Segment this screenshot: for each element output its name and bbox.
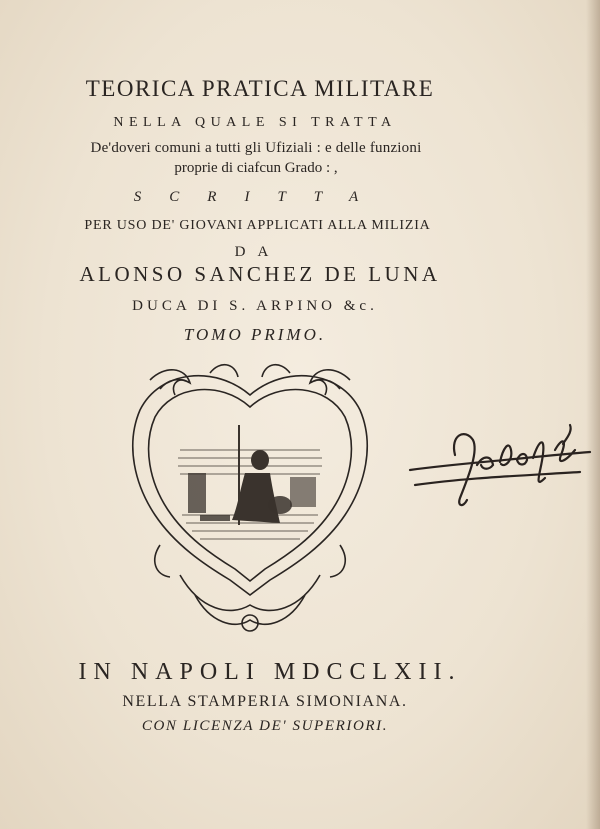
author-name: ALONSO SANCHEZ DE LUNA — [79, 262, 441, 286]
scritta-line: SCRITTA — [133, 189, 387, 205]
volume-label: TOMO PRIMO. — [183, 325, 327, 344]
imprint-printer: NELLA STAMPERIA SIMONIANA. — [122, 693, 408, 710]
imprint-license: CON LICENZA DE' SUPERIORI. — [141, 718, 389, 734]
description-line-2: proprie di ciafcun Grado : , — [174, 160, 338, 176]
book-title: TEORICA PRATICA MILITARE — [85, 76, 435, 101]
handwritten-signature-image — [405, 410, 595, 520]
da-line: DA — [234, 244, 281, 260]
engraved-emblem-image — [120, 355, 380, 640]
imprint-place-year: IN NAPOLI MDCCLXII. — [78, 659, 462, 685]
author-title: DUCA DI S. ARPINO &c. — [132, 298, 378, 314]
purpose-line: PER USO DE' GIOVANI APPLICATI ALLA MILIZIA — [84, 218, 431, 233]
description-line-1: De'doveri comuni a tutti gli Ufiziali : e delle funzioni — [90, 140, 422, 156]
subtitle: NELLA QUALE SI TRATTA — [113, 115, 397, 130]
